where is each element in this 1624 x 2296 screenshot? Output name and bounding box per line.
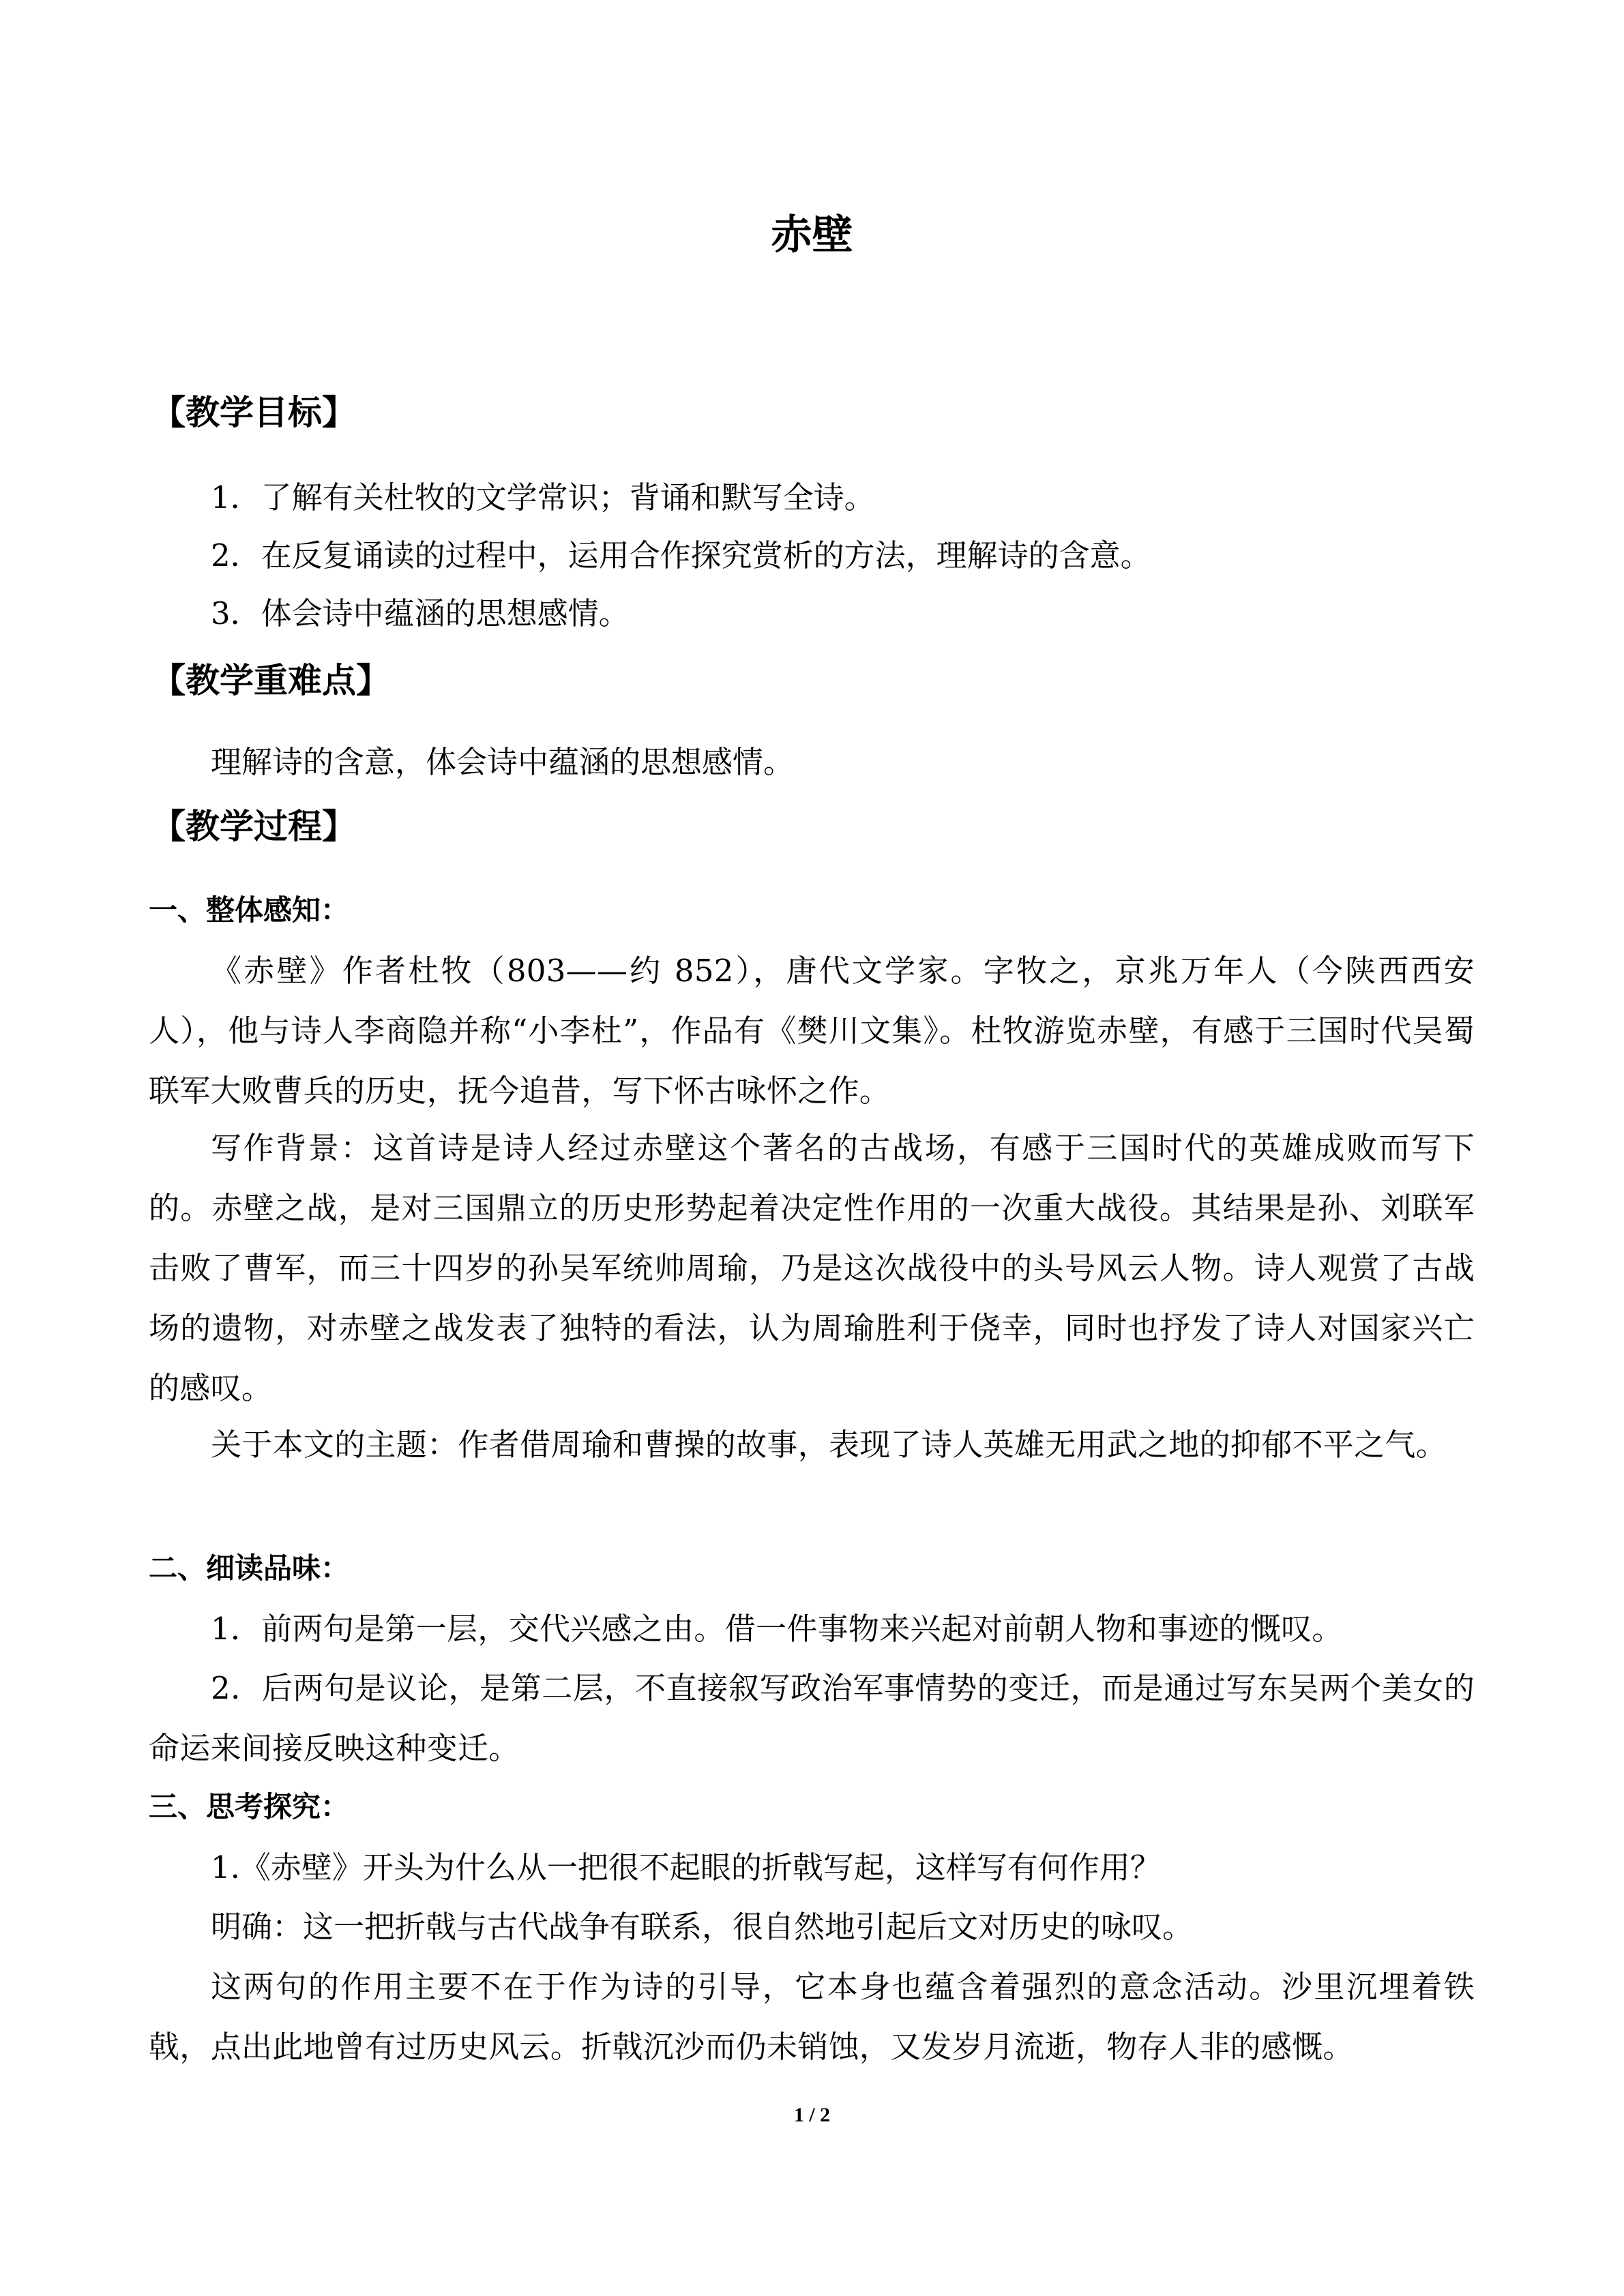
part2-paragraph-1: 1．前两句是第一层，交代兴感之由。借一件事物来兴起对前朝人物和事迹的慨叹。: [211, 1611, 1343, 1647]
part1-heading: 一、整体感知：: [149, 893, 350, 927]
part3-paragraph-explanation: 这两句的作用主要不在于作为诗的引导，它本身也蕴含着强烈的意念活动。沙里沉埋着铁戟，点出此地曾有过历史风云。折戟沉沙而仍未销蚀，又发岁月流逝，物存人非的感慨。: [149, 1969, 1475, 2065]
part1-paragraph-background: 写作背景：这首诗是诗人经过赤壁这个著名的古战场，有感于三国时代的英雄成败而写下的。赤壁之战，是对三国鼎立的历史形势起着决定性作用的一次重大战役。其结果是孙、刘联军击败了曹军，而三十四岁的孙吴军统帅周瑜，乃是这次战役中的头号风云人物。诗人观赏了古战场的遗物，对赤壁之战发表了独特的看法，认为周瑜胜利于侥幸，同时也抒发了诗人对国家兴亡的感叹。: [149, 1130, 1475, 1406]
part3-question-1: 1.《赤壁》开头为什么从一把很不起眼的折戟写起，这样写有何作用？: [211, 1849, 1161, 1885]
part1-paragraph-author: 《赤壁》作者杜牧（803——约 852），唐代文学家。字牧之，京兆万年人（今陕西西安人），他与诗人李商隐并称“小李杜”，作品有《樊川文集》。杜牧游览赤壁，有感于三国时代吴蜀联军大败曹兵的历史，抚今追昔，写下怀古咏怀之作。: [149, 953, 1475, 1109]
page-title: 赤壁: [771, 211, 853, 259]
section-heading-keypoints: 【教学重难点】: [151, 661, 390, 700]
section-heading-goals: 【教学目标】: [151, 393, 356, 432]
page-number: 1 / 2: [793, 2104, 831, 2126]
part2-paragraph-2: 2．后两句是议论，是第二层，不直接叙写政治军事情势的变迁，而是通过写东吴两个美女的命运来间接反映这种变迁。: [149, 1670, 1475, 1766]
goal-item-1: 1．了解有关杜牧的文学常识；背诵和默写全诗。: [211, 479, 875, 516]
goal-item-2: 2．在反复诵读的过程中，运用合作探究赏析的方法，理解诗的含意。: [211, 537, 1151, 573]
part1-paragraph-theme: 关于本文的主题：作者借周瑜和曹操的故事，表现了诗人英雄无用武之地的抑郁不平之气。: [211, 1427, 1447, 1463]
part2-heading: 二、细读品味：: [149, 1551, 350, 1585]
section-heading-process: 【教学过程】: [151, 807, 356, 846]
part3-answer-1: 明确：这一把折戟与古代战争有联系，很自然地引起后文对历史的咏叹。: [211, 1909, 1194, 1945]
goal-item-3: 3．体会诗中蕴涵的思想感情。: [211, 595, 630, 631]
keypoints-text: 理解诗的含意，体会诗中蕴涵的思想感情。: [211, 744, 795, 780]
part3-heading: 三、思考探究：: [149, 1790, 350, 1823]
